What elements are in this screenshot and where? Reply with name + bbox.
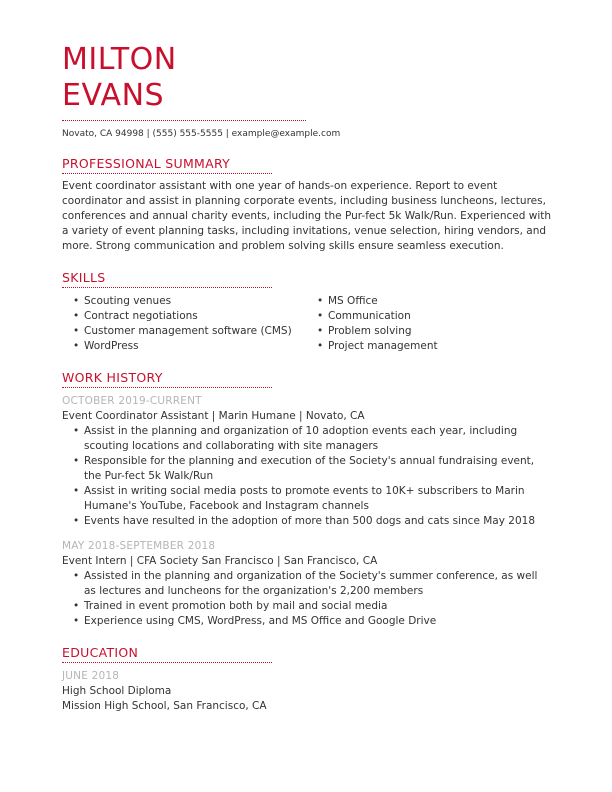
job-bullet: • Experience using CMS, WordPress, and MS Office and Google Drive [62, 614, 552, 629]
candidate-last-name: EVANS [62, 78, 165, 113]
skill-item: • WordPress [62, 339, 306, 354]
job-title: Event Coordinator Assistant | Marin Humane | Novato, CA [62, 410, 365, 422]
skills-section [62, 270, 552, 354]
skill-item: • Problem solving [306, 324, 550, 339]
summary-text: Event coordinator assistant with one year of hands-on experience. Report to event coordinator and assist in planning corporate events, including business luncheons, lectures, conferences and annual charity events, including the Pur-fect 5k Walk/Run. Experienced with a variety of event planning tasks, including invitations, venue selection, hiring vendors, and more. Strong communication and problem solving skills ensure seamless execution. [62, 180, 552, 252]
job-bullets [62, 569, 552, 629]
skill-item: • Customer management software (CMS) [62, 324, 306, 339]
summary-title: PROFESSIONAL SUMMARY [62, 156, 272, 174]
work-history-section [62, 370, 552, 629]
skill-item: • Communication [306, 309, 550, 324]
skill-item: • Contract negotiations [62, 309, 306, 324]
name-divider [62, 120, 306, 121]
job-bullet: • Assist in writing social media posts to promote events to 10K+ subscribers to Marin Humane's YouTube, Facebook and Instagram channels [62, 484, 552, 514]
contact-line: Novato, CA 94998 | (555) 555-5555 | example@example.com [62, 129, 341, 139]
job-bullet: • Assisted in the planning and organization of the Society's summer conference, as well as lectures and luncheons for the organization's 2,200 members [62, 569, 552, 599]
job-title: Event Intern | CFA Society San Francisco | San Francisco, CA [62, 555, 378, 567]
work-history-title: WORK HISTORY [62, 370, 272, 388]
skill-item: • Project management [306, 339, 550, 354]
job-bullet: • Events have resulted in the adoption of more than 500 dogs and cats since May 2018 [62, 514, 552, 529]
job-bullet: • Assist in the planning and organization of 10 adoption events each year, including scouting locations and collaborating with site managers [62, 424, 552, 454]
education-date: JUNE 2018 [62, 670, 120, 682]
skill-item: • MS Office [306, 294, 550, 309]
job-entry [62, 394, 552, 529]
skills-column-left [62, 294, 306, 354]
education-school: Mission High School, San Francisco, CA [62, 700, 267, 712]
resume-header [62, 42, 552, 140]
skills-column-right [306, 294, 550, 354]
job-bullet: • Responsible for the planning and execution of the Society's annual fundraising event, the Pur-fect 5k Walk/Run [62, 454, 552, 484]
candidate-first-name: MILTON [62, 42, 177, 77]
education-section [62, 645, 552, 714]
education-degree: High School Diploma [62, 685, 172, 697]
skill-item: • Scouting venues [62, 294, 306, 309]
summary-section [62, 156, 552, 254]
job-dates: MAY 2018-SEPTEMBER 2018 [62, 540, 216, 552]
education-title: EDUCATION [62, 645, 272, 663]
education-entry [62, 669, 552, 714]
job-entry [62, 539, 552, 629]
job-bullets [62, 424, 552, 529]
job-dates: OCTOBER 2019-CURRENT [62, 395, 202, 407]
skills-title: SKILLS [62, 270, 272, 288]
resume-page [62, 42, 552, 714]
skills-list [62, 294, 552, 354]
job-bullet: • Trained in event promotion both by mail and social media [62, 599, 552, 614]
